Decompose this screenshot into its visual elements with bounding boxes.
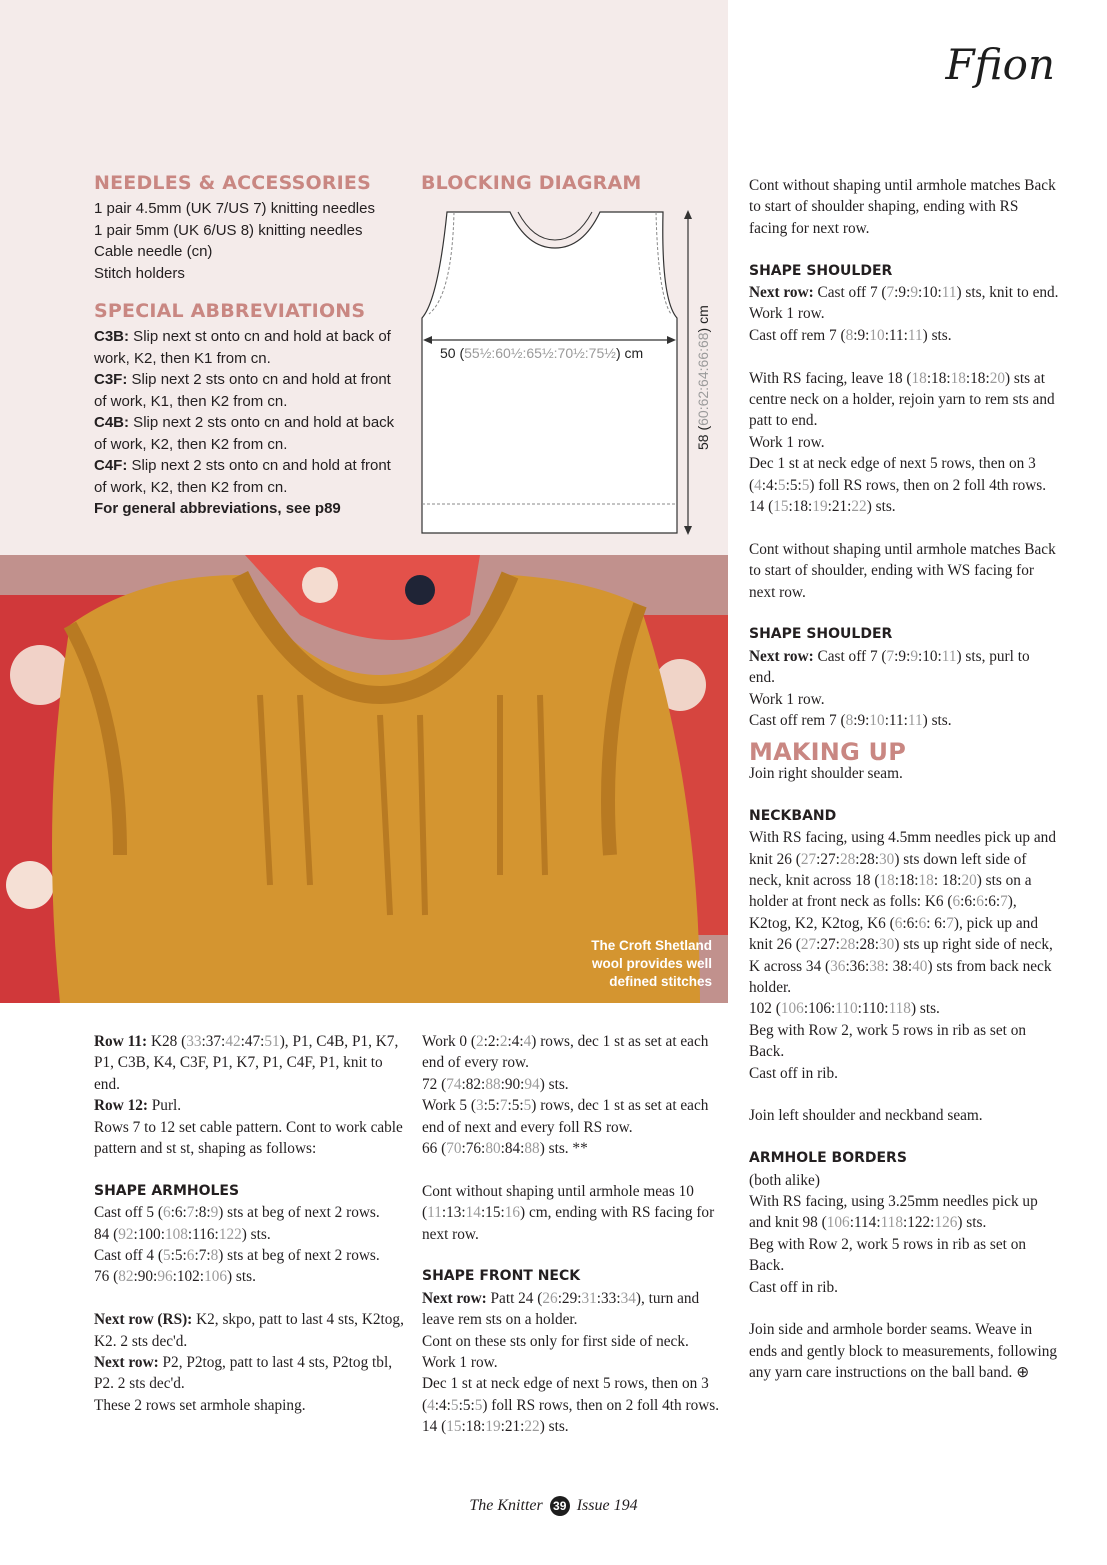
pattern-text: Next row: Cast off 7 (7:9:9:10:11) sts, purl to end.	[749, 647, 1030, 687]
pattern-text: With RS facing, using 3.25mm needles pick up and knit 98 (106:114:118:122:126) sts.	[749, 1192, 1038, 1232]
needles-section	[94, 172, 394, 284]
needle-item: 1 pair 4.5mm (UK 7/US 7) knitting needles	[94, 200, 375, 217]
width-label: 50 (55½:60½:65½:70½:75½) cm	[440, 345, 644, 361]
pattern-text: (both alike)	[749, 1171, 820, 1189]
pattern-text: Cont on these sts only for first side of neck.	[422, 1332, 689, 1350]
abbreviations-note: For general abbreviations, see p89	[94, 500, 341, 517]
subheading: ARMHOLE BORDERS	[749, 1150, 907, 1167]
abbreviation-item: C4F: Slip next 2 sts onto cn and hold at front of work, K2, then K2 from cn.	[94, 457, 391, 496]
pattern-text: 14 (15:18:19:21:22) sts.	[749, 498, 896, 516]
pattern-text: 102 (106:106:110:110:118) sts.	[749, 1000, 940, 1018]
pattern-text: Next row (RS): K2, skpo, patt to last 4 sts, K2tog, K2. 2 sts dec'd.	[94, 1311, 404, 1350]
pattern-text: Row 11: K28 (33:37:42:47:51), P1, C4B, P1, K7, P1, C3B, K4, C3F, P1, K7, P1, C4F, P1, knit to end.	[94, 1033, 399, 1093]
garment-outline	[422, 212, 677, 533]
subheading: SHAPE SHOULDER	[749, 262, 893, 279]
column-2	[422, 1031, 730, 1438]
abbreviation-item: C3B: Slip next st onto cn and hold at back of work, K2, then K1 from cn.	[94, 328, 391, 367]
pattern-text: With RS facing, leave 18 (18:18:18:18:20) sts at centre neck on a holder, rejoin yarn to rem sts and patt to end.	[749, 369, 1055, 430]
pattern-text: Dec 1 st at neck edge of next 5 rows, then on 3 (4:4:5:5:5) foll RS rows, then on 2 foll 4th rows.	[422, 1375, 720, 1414]
blocking-diagram	[415, 200, 725, 545]
model-photo	[0, 555, 728, 1003]
height-arrowhead-bottom	[684, 526, 692, 535]
page-number: 39	[550, 1496, 570, 1516]
pattern-text: Cast off 5 (6:6:7:8:9) sts at beg of next 2 rows.	[94, 1204, 380, 1222]
needle-item: Stitch holders	[94, 264, 185, 282]
magazine-name: The Knitter	[469, 1497, 543, 1514]
pattern-text: Cast off rem 7 (8:9:10:11:11) sts.	[749, 326, 952, 344]
abbreviations-section	[94, 300, 396, 520]
pattern-text: Cast off rem 7 (8:9:10:11:11) sts.	[749, 712, 952, 730]
pattern-text: 76 (82:90:96:102:106) sts.	[94, 1268, 256, 1286]
caption-line: defined stitches	[609, 974, 712, 989]
height-arrowhead-top	[684, 210, 692, 219]
pattern-text: Work 5 (3:5:7:5:5) rows, dec 1 st as set at each end of next and every foll RS row.	[422, 1097, 709, 1136]
pattern-text: Cont without shaping until armhole matches Back to start of shoulder, ending with WS facing for next row.	[749, 540, 1056, 601]
subheading: SHAPE FRONT NECK	[422, 1268, 581, 1285]
pattern-text: Cast off 4 (5:5:6:7:8) sts at beg of next 2 rows.	[94, 1247, 380, 1265]
height-label: 58 (60:62:64:66:68) cm	[695, 305, 711, 450]
subheading: SHAPE SHOULDER	[749, 626, 893, 643]
pattern-text: 84 (92:100:108:116:122) sts.	[94, 1225, 271, 1243]
pattern-text: Work 1 row.	[749, 690, 825, 708]
pattern-text: These 2 rows set armhole shaping.	[94, 1396, 306, 1414]
needle-item: Cable needle (cn)	[94, 243, 213, 260]
page-footer	[0, 1496, 1107, 1516]
pattern-text: With RS facing, using 4.5mm needles pick up and knit 26 (27:27:28:28:30) sts down left side of neck, knit across 18 (18:18:18: 18:20) sts on a holder at front neck as folls: K6 (6:6:6:6:7), K2tog, K2, K2tog, K6 (6:6:6: 6:7), pick up and knit 26 (27:27:28:28:30) sts up right side of neck, K across 34 (36:36:38: 38:40) sts from back neck holder.	[749, 829, 1056, 996]
issue-number: Issue 194	[576, 1497, 638, 1514]
abbreviation-item: C4B: Slip next 2 sts onto cn and hold at back of work, K2, then K2 from cn.	[94, 414, 395, 453]
caption-line: The Croft Shetland	[591, 938, 712, 953]
pattern-text: 72 (74:82:88:90:94) sts.	[422, 1075, 569, 1093]
subheading: SHAPE ARMHOLES	[94, 1182, 240, 1199]
pattern-text: Cont without shaping until armhole meas 10 (11:13:14:15:16) cm, ending with RS facing for next row.	[422, 1182, 715, 1243]
needle-item: 1 pair 5mm (UK 6/US 8) knitting needles	[94, 221, 363, 239]
photo-caption	[591, 937, 712, 991]
neckline-rib	[518, 212, 592, 240]
pattern-text: Beg with Row 2, work 5 rows in rib as set on Back.	[749, 1021, 1027, 1061]
abbreviations-heading: SPECIAL ABBREVIATIONS	[94, 300, 366, 322]
blocking-heading: BLOCKING DIAGRAM	[421, 172, 642, 194]
pattern-text: Join side and armhole border seams. Weave in ends and gently block to measurements, following any yarn care instructions on the ball band. ⊕	[749, 1321, 1057, 1382]
pattern-text: Beg with Row 2, work 5 rows in rib as set on Back.	[749, 1235, 1027, 1275]
pattern-text: Next row: Cast off 7 (7:9:9:10:11) sts, knit to end.	[749, 284, 1059, 302]
pattern-text: Next row: Patt 24 (26:29:31:33:34), turn and leave rem sts on a holder.	[422, 1289, 700, 1329]
photo-illustration	[0, 555, 728, 1003]
pattern-text: Dec 1 st at neck edge of next 5 rows, then on 3 (4:4:5:5:5) foll RS rows, then on 2 foll 4th rows.	[749, 455, 1047, 494]
pattern-text: 66 (70:76:80:84:88) sts. **	[422, 1140, 588, 1158]
pattern-text: 14 (15:18:19:21:22) sts.	[422, 1418, 569, 1436]
pattern-text: Join right shoulder seam.	[749, 764, 903, 782]
abbreviation-item: C3F: Slip next 2 sts onto cn and hold at front of work, K1, then K2 from cn.	[94, 371, 391, 410]
pattern-text: Cast off in rib.	[749, 1064, 838, 1082]
pattern-text: Rows 7 to 12 set cable pattern. Cont to work cable pattern and st st, shaping as follows:	[94, 1118, 403, 1158]
caption-line: wool provides well	[591, 956, 712, 971]
needles-heading: NEEDLES & ACCESSORIES	[94, 172, 372, 194]
end-mark-icon: ⊕	[1016, 1364, 1030, 1382]
pattern-text: Cont without shaping until armhole matches Back to start of shoulder shaping, ending with RS facing for next row.	[749, 177, 1056, 237]
pattern-text: Work 1 row.	[749, 433, 825, 451]
subheading: NECKBAND	[749, 807, 837, 824]
pattern-text: Work 1 row.	[422, 1354, 498, 1372]
pattern-text: Join left shoulder and neckband seam.	[749, 1107, 983, 1125]
pattern-text: Row 12: Purl.	[94, 1097, 182, 1115]
column-1	[94, 1031, 404, 1416]
pattern-text: Next row: P2, P2tog, patt to last 4 sts, P2tog tbl, P2. 2 sts dec'd.	[94, 1354, 393, 1393]
pattern-text: Cast off in rib.	[749, 1278, 838, 1296]
making-up-heading: MAKING UP	[749, 737, 907, 766]
pattern-title: Ffion	[945, 40, 1055, 89]
pattern-text: Work 0 (2:2:2:4:4) rows, dec 1 st as set at each end of every row.	[422, 1033, 709, 1072]
column-3	[749, 175, 1059, 1384]
pattern-text: Work 1 row.	[749, 305, 825, 323]
